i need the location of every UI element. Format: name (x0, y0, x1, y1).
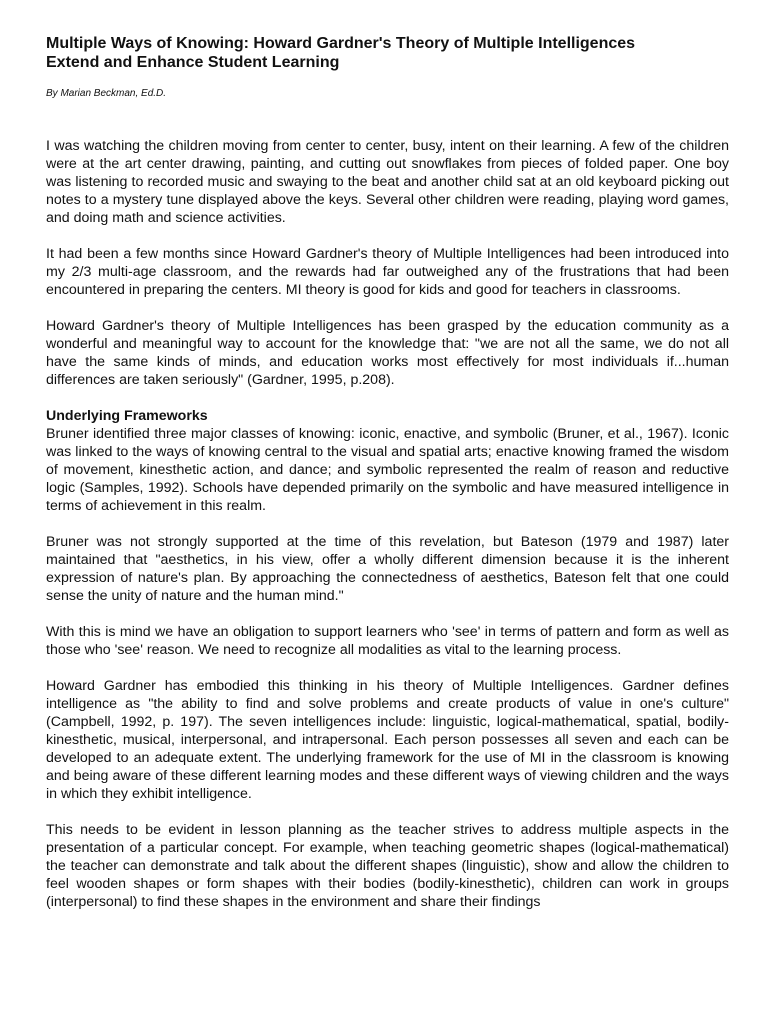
paragraph-lesson-planning: This needs to be evident in lesson planning as the teacher strives to address multiple aspects in the presentation of a particular concept. For example, when teaching geometric shapes (logical-mathematical) the teacher can demonstrate and talk about the different shapes (linguistic), show and allow the children to feel wooden shapes or form shapes with their bodies (bodily-kinesthetic), children can work in groups (interpersonal) to find these shapes in the environment and share their findings (46, 822, 729, 910)
article-body (46, 137, 729, 911)
paragraph-mi-introduced: It had been a few months since Howard Gardner's theory of Multiple Intelligences had been introduced into my 2/3 multi-age classroom, and the rewards had far outweighed any of the frustrations that had been encountered in preparing the centers. MI theory is good for kids and good for teachers in classrooms. (46, 246, 729, 298)
paragraph-obligation: With this is mind we have an obligation to support learners who 'see' in terms of pattern and form as well as those who 'see' reason. We need to recognize all modalities as vital to the learning process. (46, 624, 729, 658)
title-line-2: Extend and Enhance Student Learning (46, 54, 340, 71)
paragraph-intro: I was watching the children moving from center to center, busy, intent on their learning. A few of the children were at the art center drawing, painting, and cutting out snowflakes from pieces of folded paper. One boy was listening to recorded music and swaying to the beat and another child sat at an old keyboard picking out notes to a mystery tune displayed above the keys. Several other children were reading, playing word games, and doing math and science activities. (46, 138, 729, 226)
document-page (46, 34, 729, 929)
author-byline: By Marian Beckman, Ed.D. (46, 88, 167, 99)
paragraph-bateson: Bruner was not strongly supported at the time of this revelation, but Bateson (1979 and 1987) later maintained that "aesthetics, in his view, offer a wholly different dimension because it is the inherent expression of nature's plan. By approaching the connectedness of aesthetics, Bateson felt that one could sense the unity of nature and the human mind." (46, 534, 729, 604)
paragraph-gardner-definition: Howard Gardner has embodied this thinking in his theory of Multiple Intelligences. Gardner defines intelligence as "the ability to find and solve problems and create products of value in one's culture" (Campbell, 1992, p. 197). The seven intelligences include: linguistic, logical-mathematical, spatial, bodily-kinesthetic, musical, interpersonal, and intrapersonal. Each person possesses all seven and each can be developed to an adequate extent. The underlying framework for the use of MI in the classroom is knowing and being aware of these different learning modes and these different ways of viewing children and the ways in which they exhibit intelligence. (46, 678, 729, 802)
section-heading: Underlying Frameworks (46, 408, 208, 424)
paragraph-bruner: Bruner identified three major classes of knowing: iconic, enactive, and symbolic (Bruner, et al., 1967). Iconic was linked to the ways of knowing central to the visual and spatial arts; enactive knowing framed the wisdom of movement, kinesthetic action, and dance; and symbolic represented the realm of reason and reductive logic (Samples, 1992). Schools have depended primarily on the symbolic and have measured intelligence in terms of achievement in this realm. (46, 426, 729, 514)
paragraph-gardner-quote: Howard Gardner's theory of Multiple Intelligences has been grasped by the education community as a wonderful and meaningful way to account for the knowledge that: "we are not all the same, we do not all have the same kinds of minds, and education works most effectively for most individuals if...human differences are taken seriously" (Gardner, 1995, p.208). (46, 318, 729, 388)
document-title (46, 34, 729, 72)
section-underlying-frameworks (46, 407, 729, 911)
title-line-1: Multiple Ways of Knowing: Howard Gardner's Theory of Multiple Intelligences (46, 35, 636, 52)
